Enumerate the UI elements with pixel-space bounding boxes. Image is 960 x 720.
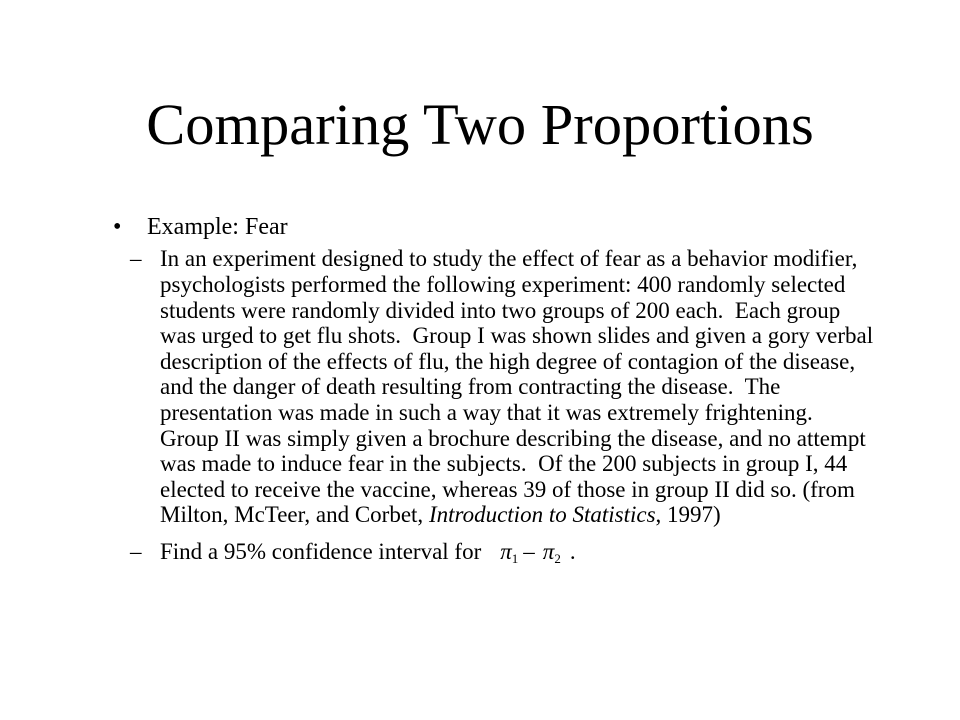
paragraph-line: presentation was made in such a way that it was extremely frightening. bbox=[160, 399, 813, 425]
experiment-paragraph bbox=[160, 246, 873, 528]
pi-symbol: π bbox=[500, 539, 512, 565]
citation-book-title: Introduction to Statistics bbox=[428, 502, 656, 528]
sub-item-task bbox=[0, 539, 960, 565]
sub-item-experiment bbox=[0, 246, 960, 528]
sub-bullet-marker: – bbox=[130, 539, 142, 565]
bullet-marker: • bbox=[113, 214, 122, 240]
task-text: Find a 95% confidence interval for bbox=[160, 539, 482, 565]
minus-sign: – bbox=[523, 539, 535, 565]
paragraph-line: was urged to get flu shots. Group I was shown slides and given a gory verbal bbox=[160, 323, 874, 349]
paragraph-line: and the danger of death resulting from contracting the disease. The bbox=[160, 374, 781, 400]
paragraph-line: Group II was simply given a brochure describing the disease, and no attempt bbox=[160, 425, 866, 451]
sub-bullet-marker: – bbox=[130, 246, 142, 272]
paragraph-line: description of the effects of flu, the high degree of contagion of the disease, bbox=[160, 348, 856, 374]
paragraph-line: In an experiment designed to study the effect of fear as a behavior modifier, bbox=[160, 246, 858, 272]
paragraph-line: elected to receive the vaccine, whereas 39 of those in group II did so. (from bbox=[160, 476, 855, 502]
paragraph-line: psychologists performed the following experiment: 400 randomly selected bbox=[160, 271, 846, 297]
bullet-text: Example: Fear bbox=[147, 214, 288, 240]
subscript: 2 bbox=[554, 551, 561, 567]
pi-difference-formula bbox=[500, 539, 561, 568]
citation-year: , 1997) bbox=[655, 502, 721, 528]
paragraph-line: students were randomly divided into two groups of 200 each. Each group bbox=[160, 297, 841, 323]
paragraph-line: was made to induce fear in the subjects. Of the 200 subjects in group I, 44 bbox=[160, 451, 848, 477]
bullet-item-example bbox=[0, 212, 960, 242]
subscript: 1 bbox=[511, 551, 519, 567]
task-content bbox=[160, 539, 576, 565]
task-line bbox=[160, 539, 576, 565]
slide-title: Comparing Two Proportions bbox=[146, 92, 814, 157]
pi-symbol: π bbox=[542, 539, 555, 565]
task-period: . bbox=[569, 539, 576, 565]
citation-line bbox=[160, 502, 873, 528]
citation-authors: Milton, McTeer, and Corbet, bbox=[160, 502, 429, 528]
